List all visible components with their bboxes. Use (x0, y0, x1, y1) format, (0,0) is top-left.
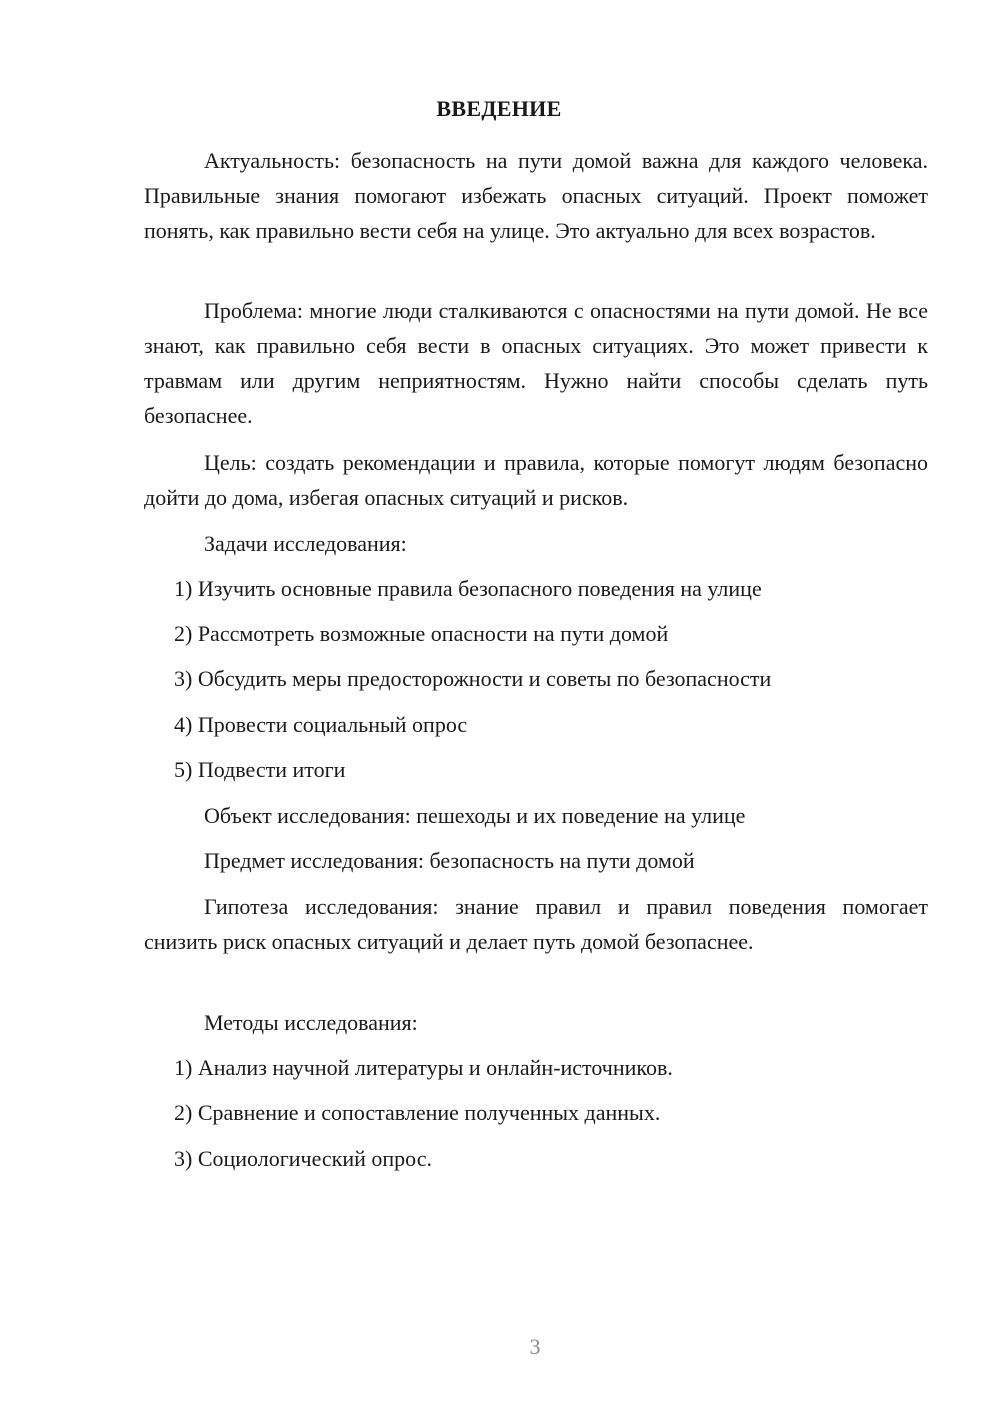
tasks-list (144, 752, 928, 787)
tasks-list (144, 571, 928, 606)
relevance-block (144, 143, 928, 248)
list-item: 3) Социологический опрос. (174, 1146, 432, 1171)
goal-paragraph: Цель: создать рекомендации и правила, которые помогут людям безопасно дойти до дома, избегая опасных ситуаций и рисков. (144, 450, 928, 510)
tasks-list (144, 616, 928, 651)
section-title: ВВЕДЕНИЕ (436, 96, 562, 121)
list-item: 3) Обсудить меры предосторожности и советы по безопасности (174, 666, 772, 691)
relevance-paragraph: Актуальность: безопасность на пути домой важна для каждого человека. Правильные знания помогают избежать опасных ситуаций. Проект поможет понять, как правильно вести себя на улице. Это актуально для всех возрастов. (144, 148, 928, 243)
problem-block (144, 293, 928, 433)
methods-list (144, 1050, 928, 1085)
hypothesis-block (144, 889, 928, 959)
methods-heading: Методы исследования: (204, 1010, 418, 1035)
list-item: 1) Анализ научной литературы и онлайн-источников. (174, 1055, 673, 1080)
methods-list (144, 1141, 928, 1176)
tasks-heading: Задачи исследования: (204, 531, 407, 556)
list-item: 2) Сравнение и сопоставление полученных данных. (174, 1100, 661, 1125)
list-item: 2) Рассмотреть возможные опасности на пути домой (174, 621, 669, 646)
object-block (144, 798, 928, 833)
goal-block (144, 445, 928, 515)
tasks-list (144, 661, 928, 696)
tasks-heading-block (144, 526, 928, 561)
methods-heading-block (144, 1005, 928, 1040)
methods-list (144, 1095, 928, 1130)
list-item: 5) Подвести итоги (174, 757, 346, 782)
problem-paragraph: Проблема: многие люди сталкиваются с опасностями на пути домой. Не все знают, как правильно себя вести в опасных ситуациях. Это может привести к травмам или другим неприятностям. Нужно найти способы сделать путь безопаснее. (144, 298, 928, 428)
list-item: 4) Провести социальный опрос (174, 712, 468, 737)
list-item: 1) Изучить основные правила безопасного поведения на улице (174, 576, 762, 601)
subject-line: Предмет исследования: безопасность на пути домой (204, 848, 695, 873)
hypothesis-paragraph: Гипотеза исследования: знание правил и правил поведения помогает снизить риск опасных ситуаций и делает путь домой безопаснее. (144, 894, 928, 954)
subject-block (144, 843, 928, 878)
page-number: 3 (529, 1334, 541, 1359)
object-line: Объект исследования: пешеходы и их поведение на улице (204, 803, 746, 828)
tasks-list (144, 707, 928, 742)
